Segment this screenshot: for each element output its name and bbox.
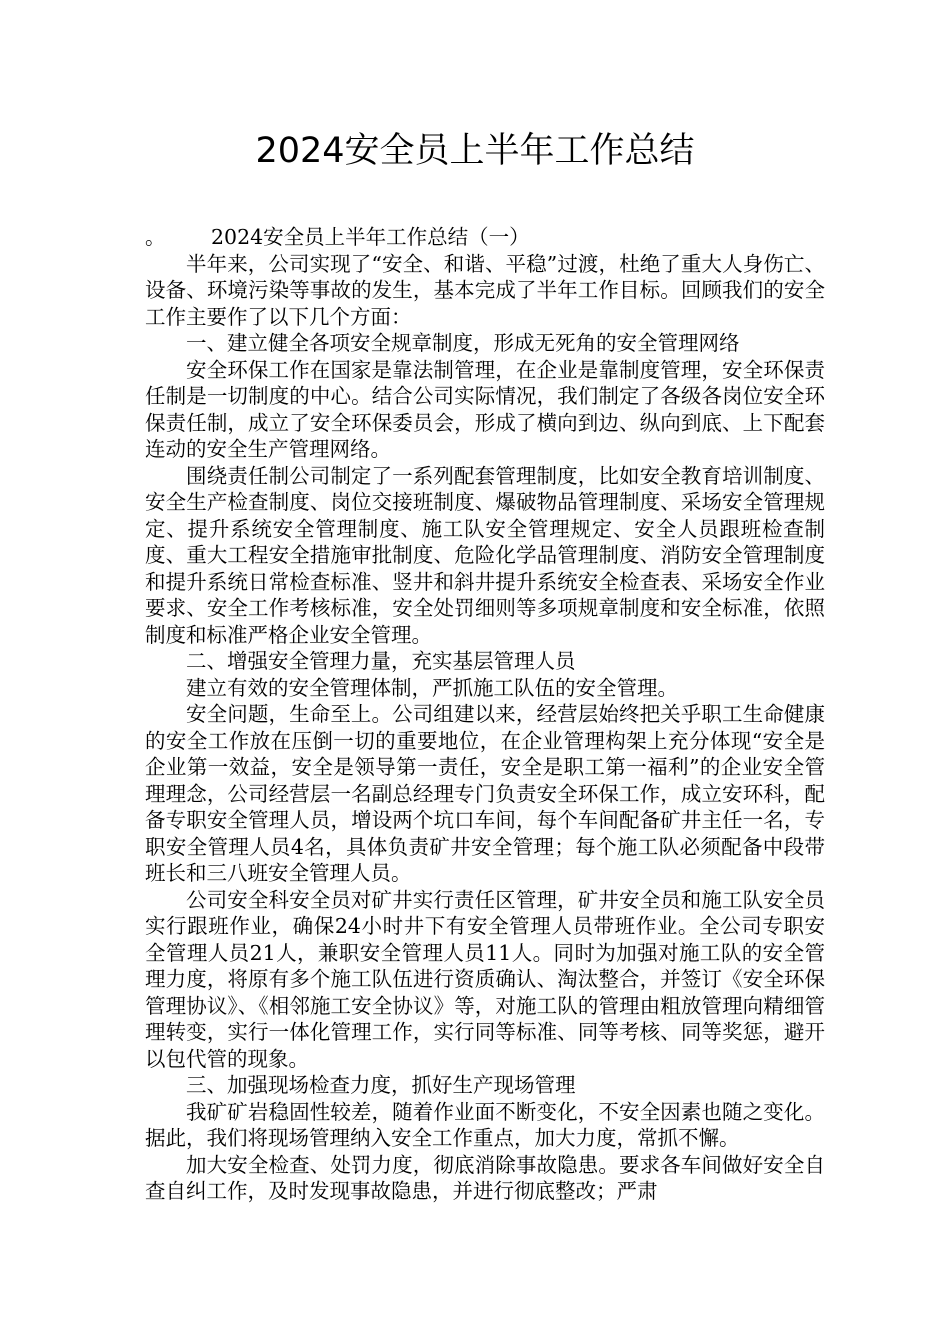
section-heading-3: 三、加强现场检查力度，抓好生产现场管理 — [186, 1073, 576, 1097]
section-heading-2: 二、增强安全管理力量，充实基层管理人员 — [186, 649, 576, 673]
paragraph: 安全问题，生命至上。公司组建以来，经营层始终把关乎职工生命健康的安全工作放在压倒一切的重要地位，在企业管理构架上充分体现“安全是企业第一效益，安全是领导第一责任，安全是职工第一福利”的企业安全管理理念，公司经营层一名副总经理专门负责安全环保工作，成立安环科，配备专职安全管理人员，增设两个坑口车间，每个车间配备矿井主任一名，专职安全管理人员4名，具体负责矿井安全管理；每个施工队必须配备中段带班长和三八班安全管理人员。 — [145, 702, 825, 885]
document-title: 2024安全员上半年工作总结 — [255, 131, 695, 171]
section-heading-1: 一、建立健全各项安全规章制度，形成无死角的安全管理网络 — [186, 331, 740, 355]
paragraph: 加大安全检查、处罚力度，彻底消除事故隐患。要求各车间做好安全自查自纠工作，及时发现事故隐患，并进行彻底整改；严肃 — [145, 1152, 825, 1203]
paragraph: 建立有效的安全管理体制，严抓施工队伍的安全管理。 — [186, 675, 678, 700]
lead-line — [145, 224, 825, 251]
paragraph: 安全环保工作在国家是靠法制管理，在企业是靠制度管理，安全环保责任制是一切制度的中心。结合公司实际情况，我们制定了各级各岗位安全环保责任制，成立了安全环保委员会，形成了横向到边、纵向到底、上下配套连动的安全生产管理网络。 — [145, 357, 825, 461]
paragraph-intro: 半年来，公司实现了“安全、和谐、平稳”过渡，杜绝了重大人身伤亡、设备、环境污染等事故的发生，基本完成了半年工作目标。回顾我们的安全工作主要作了以下几个方面： — [145, 251, 825, 329]
document-body — [145, 224, 825, 1205]
lead-mark: 。 — [145, 225, 166, 249]
lead-title: 2024安全员上半年工作总结（一） — [211, 225, 530, 249]
paragraph: 公司安全科安全员对矿井实行责任区管理，矿井安全员和施工队安全员实行跟班作业，确保24小时井下有安全管理人员带班作业。全公司专职安全管理人员21人，兼职安全管理人员11人。同时为加强对施工队的安全管理力度，将原有多个施工队伍进行资质确认、淘汰整合，并签订《安全环保管理协议》、《相邻施工安全协议》等，对施工队的管理由粗放管理向精细管理转变，实行一体化管理工作，实行同等标准、同等考核、同等奖惩，避开以包代管的现象。 — [145, 887, 825, 1071]
paragraph: 我矿矿岩稳固性较差，随着作业面不断变化，不安全因素也随之变化。据此，我们将现场管理纳入安全工作重点，加大力度，常抓不懈。 — [145, 1099, 825, 1150]
paragraph: 围绕责任制公司制定了一系列配套管理制度，比如安全教育培训制度、安全生产检查制度、岗位交接班制度、爆破物品管理制度、采场安全管理规定、提升系统安全管理制度、施工队安全管理规定、安全人员跟班检查制度、重大工程安全措施审批制度、危险化学品管理制度、消防安全管理制度和提升系统日常检查标准、竖井和斜井提升系统安全检查表、采场安全作业要求、安全工作考核标准，安全处罚细则等多项规章制度和安全标准，依照制度和标准严格企业安全管理。 — [145, 463, 825, 647]
